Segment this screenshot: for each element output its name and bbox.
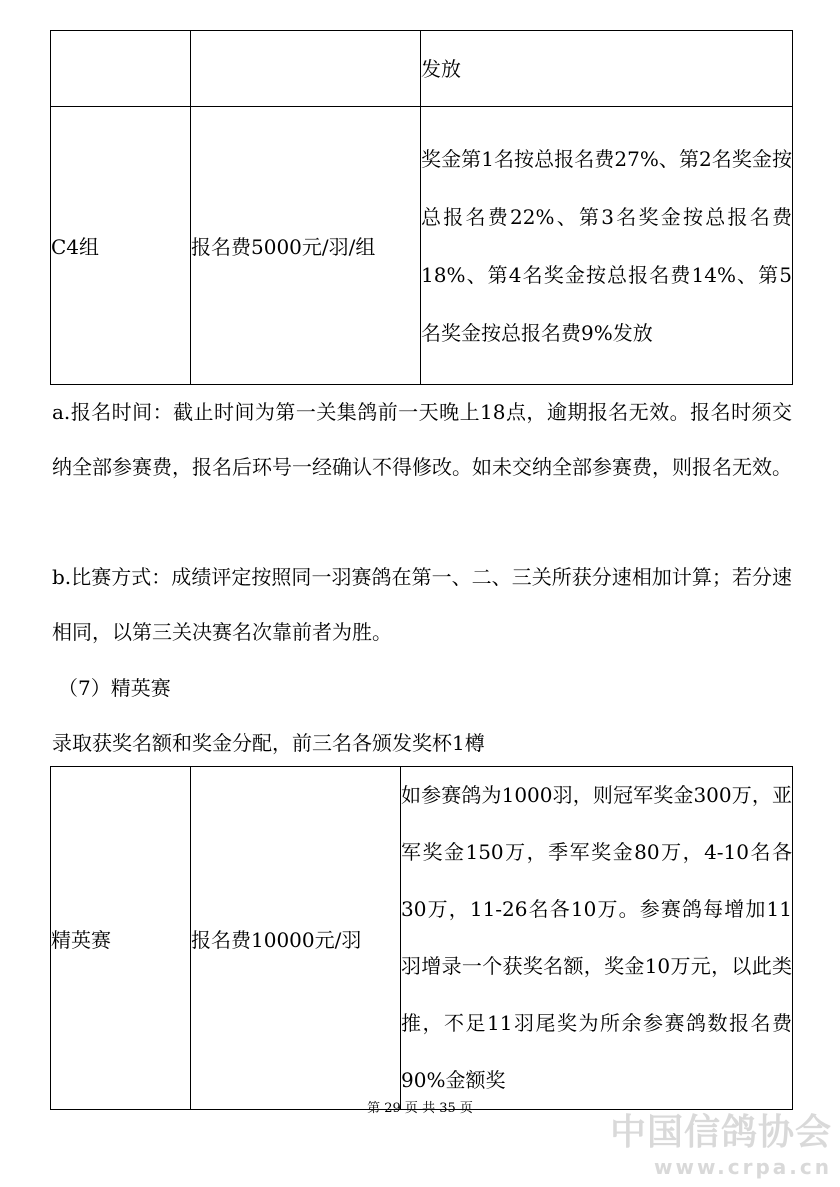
prize-table-elite xyxy=(50,766,793,1110)
table-cell-fee: 报名费10000元/羽 xyxy=(191,767,401,1110)
table-cell-group: 精英赛 xyxy=(51,767,191,1110)
prize-text: 发放 xyxy=(421,56,461,81)
table-cell-group: C4组 xyxy=(51,107,191,385)
table-cell-fee xyxy=(191,31,421,107)
table-cell-prize xyxy=(401,767,793,1110)
award-intro-paragraph: 录取获奖名额和奖金分配，前三名各颁发奖杯1樽 xyxy=(52,731,485,755)
table-row xyxy=(51,31,793,107)
table-cell-prize xyxy=(421,107,793,385)
table-cell-fee: 报名费5000元/羽/组 xyxy=(191,107,421,385)
table-cell-group xyxy=(51,31,191,107)
prize-text: 奖金第1名按总报名费27%、第2名奖金按总报名费22%、第3名奖金按总报名费18%、第4名奖金按总报名费14%、第5名奖金按总报名费9%发放 xyxy=(421,146,792,345)
section-heading: （7）精英赛 xyxy=(58,676,171,700)
page-number-footer: 第 29 页 共 35 页 xyxy=(367,1101,473,1116)
table-row xyxy=(51,107,793,385)
table-cell-prize xyxy=(421,31,793,107)
table-row xyxy=(51,767,793,1110)
watermark-name: 中国信鸽协会 xyxy=(609,1112,832,1153)
competition-method-paragraph: b.比赛方式：成绩评定按照同一羽赛鸽在第一、二、三关所获分速相加计算；若分速相同，以第三关决赛名次靠前者为胜。 xyxy=(52,565,792,644)
prize-table-c4 xyxy=(50,30,793,385)
watermark-url: www.crpa.cn xyxy=(654,1155,832,1179)
watermark-logo xyxy=(610,1112,832,1180)
registration-paragraph: a.报名时间：截止时间为第一关集鸽前一天晚上18点，逾期报名无效。报名时须交纳全部参赛费，报名后环号一经确认不得修改。如未交纳全部参赛费，则报名无效。 xyxy=(52,400,792,479)
prize-text: 如参赛鸽为1000羽，则冠军奖金300万，亚军奖金150万，季军奖金80万，4-10名各30万，11-26名各10万。参赛鸽每增加11羽增录一个获奖名额，奖金10万元，以此类推，不足11羽尾奖为所余参赛鸽数报名费90%金额奖 xyxy=(401,783,792,1092)
